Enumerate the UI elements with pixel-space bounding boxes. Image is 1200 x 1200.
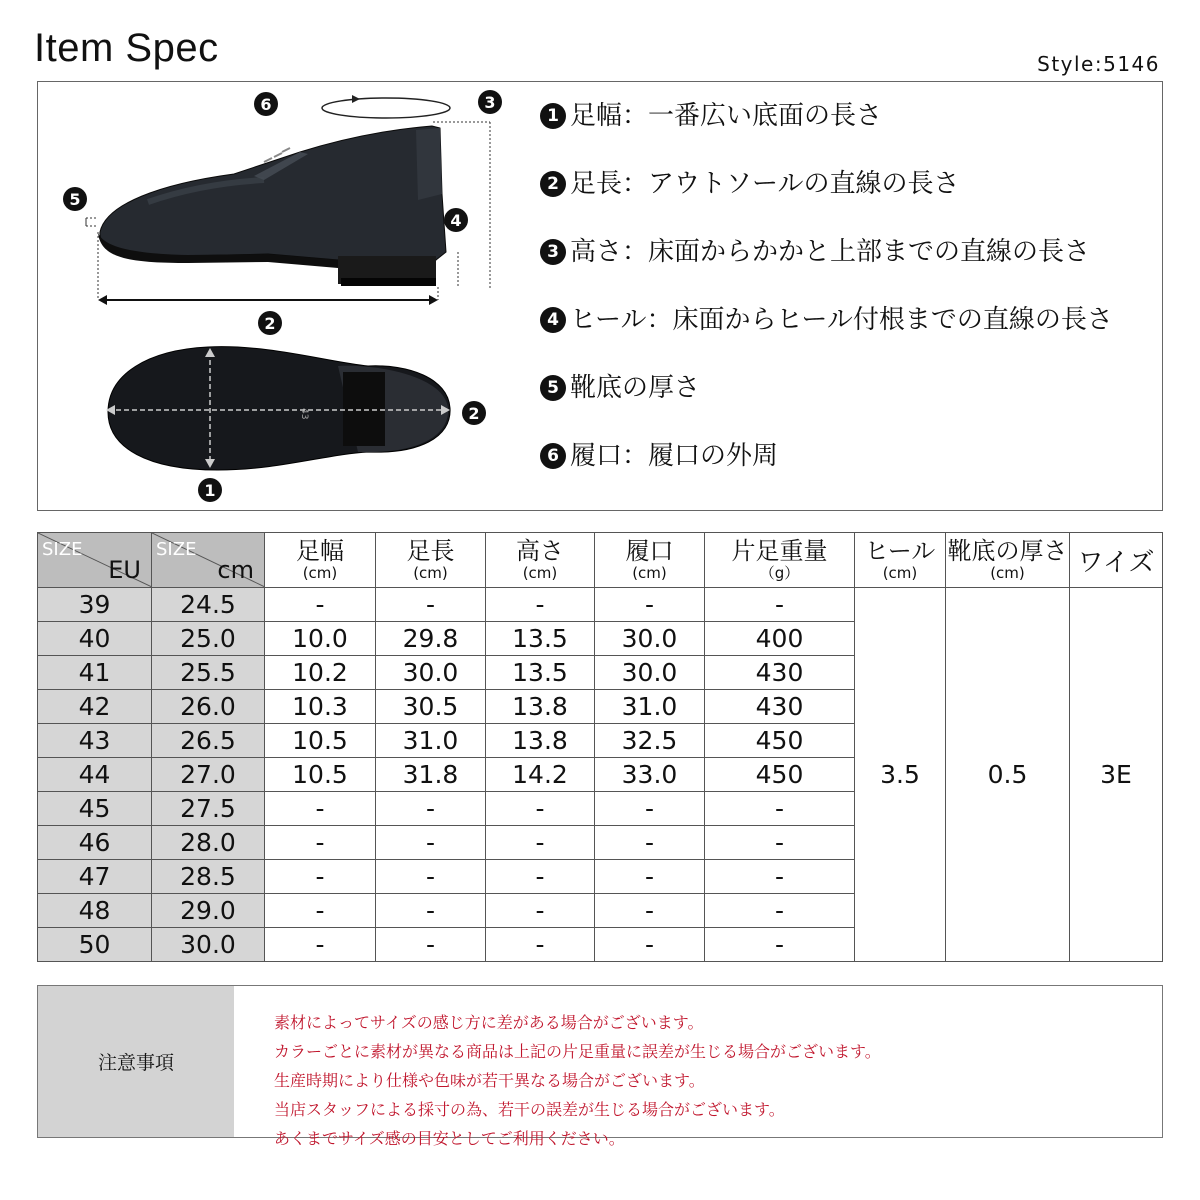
size-cm-cell: 25.0 — [152, 622, 265, 656]
note-line: 当店スタッフによる採寸の為、若干の誤差が生じる場合がございます。 — [274, 1100, 785, 1119]
boot-side-image — [98, 126, 446, 286]
svg-text:4: 4 — [450, 211, 462, 230]
marker-1 — [198, 478, 222, 502]
measurement-cell: - — [595, 860, 705, 894]
legend-text: 靴底の厚さ — [570, 373, 701, 403]
marker-3 — [478, 90, 502, 114]
legend-text: 足幅：一番広い底面の長さ — [570, 101, 883, 131]
measurement-cell: - — [265, 792, 376, 826]
col-header-heel: ヒール (cm) — [855, 533, 946, 588]
measurement-cell: - — [376, 792, 486, 826]
legend-item — [540, 304, 1113, 372]
svg-text:3: 3 — [484, 93, 496, 112]
marker-2-side — [258, 311, 282, 335]
size-table-body — [38, 588, 1163, 962]
svg-text:5: 5 — [69, 190, 81, 209]
size-eu-cell: 47 — [38, 860, 152, 894]
heel-value-cell: 3.5 — [855, 588, 946, 962]
measurement-cell: - — [705, 928, 855, 962]
measurement-cell: - — [595, 588, 705, 622]
table-header-row — [38, 533, 1163, 588]
legend-item — [540, 372, 1113, 440]
page-title: Item Spec — [34, 26, 219, 70]
col-header-sole: 靴底の厚さ (cm) — [946, 533, 1070, 588]
marker-4 — [444, 208, 468, 232]
size-cm-cell: 25.5 — [152, 656, 265, 690]
note-line: 生産時期により仕様や色味が若干異なる場合がございます。 — [274, 1071, 705, 1090]
sole-image — [108, 347, 450, 470]
size-table — [37, 532, 1163, 962]
size-eu-cell: 46 — [38, 826, 152, 860]
measurement-cell: - — [486, 826, 595, 860]
number-badge: 6 — [540, 443, 566, 469]
notes-text — [274, 1008, 881, 1153]
measurement-cell: 10.3 — [265, 690, 376, 724]
measurement-cell: 10.2 — [265, 656, 376, 690]
measurement-cell: - — [705, 860, 855, 894]
measurement-cell: 30.0 — [595, 656, 705, 690]
measurement-cell: 32.5 — [595, 724, 705, 758]
size-cm-cell: 26.5 — [152, 724, 265, 758]
col-header-length: 足長 (cm) — [376, 533, 486, 588]
measurement-cell: - — [265, 588, 376, 622]
size-eu-header: SIZE EU — [38, 533, 152, 588]
measurement-cell: - — [705, 792, 855, 826]
sole-size-mark: 43 — [299, 408, 309, 420]
col-header-weight: 片足重量 （g） — [705, 533, 855, 588]
number-badge: 1 — [540, 103, 566, 129]
measurement-cell: - — [486, 894, 595, 928]
measurement-cell: 31.8 — [376, 758, 486, 792]
size-eu-cell: 48 — [38, 894, 152, 928]
measurement-cell: - — [265, 928, 376, 962]
number-badge: 3 — [540, 239, 566, 265]
notes-label: 注意事項 — [38, 986, 234, 1137]
measurement-cell: - — [265, 894, 376, 928]
marker-2-sole — [462, 401, 486, 425]
legend-text: 高さ：床面からかかと上部までの直線の長さ — [570, 237, 1091, 267]
measurement-cell: - — [705, 588, 855, 622]
col-header-height: 高さ (cm) — [486, 533, 595, 588]
measurement-cell: - — [376, 928, 486, 962]
measurement-cell: - — [486, 588, 595, 622]
number-badge: 2 — [540, 171, 566, 197]
number-badge: 5 — [540, 375, 566, 401]
measurement-cell: 10.5 — [265, 724, 376, 758]
size-eu-cell: 42 — [38, 690, 152, 724]
measurement-cell: 400 — [705, 622, 855, 656]
size-cm-cell: 26.0 — [152, 690, 265, 724]
measurement-cell: - — [376, 894, 486, 928]
measurement-cell: 430 — [705, 690, 855, 724]
legend-item — [540, 236, 1113, 304]
size-cm-cell: 27.0 — [152, 758, 265, 792]
size-cm-cell: 29.0 — [152, 894, 265, 928]
measurement-cell: 29.8 — [376, 622, 486, 656]
measurement-cell: 10.0 — [265, 622, 376, 656]
measurement-cell: - — [595, 792, 705, 826]
measurement-cell: - — [595, 928, 705, 962]
table-row — [38, 588, 1163, 622]
style-code: Style:5146 — [1037, 52, 1160, 76]
legend-text: ヒール：床面からヒール付根までの直線の長さ — [570, 305, 1113, 335]
measurement-cell: - — [486, 860, 595, 894]
legend-item — [540, 168, 1113, 236]
note-line: 素材によってサイズの感じ方に差がある場合がございます。 — [274, 1013, 704, 1032]
size-eu-cell: 50 — [38, 928, 152, 962]
measurement-cell: 450 — [705, 724, 855, 758]
svg-text:2: 2 — [468, 404, 480, 423]
legend-text: 履口：履口の外周 — [570, 441, 779, 471]
marker-6 — [254, 92, 278, 116]
col-header-opening: 履口 (cm) — [595, 533, 705, 588]
measurement-cell: - — [486, 928, 595, 962]
number-badge: 4 — [540, 307, 566, 333]
measurement-cell: 30.0 — [595, 622, 705, 656]
measurement-cell: 13.8 — [486, 690, 595, 724]
col-header-wise: ワイズ — [1070, 533, 1163, 588]
measurement-cell: 430 — [705, 656, 855, 690]
col-header-width: 足幅 (cm) — [265, 533, 376, 588]
measurement-cell: - — [705, 894, 855, 928]
measurement-cell: 450 — [705, 758, 855, 792]
measurement-cell: 13.5 — [486, 622, 595, 656]
size-eu-cell: 40 — [38, 622, 152, 656]
measurement-cell: - — [265, 860, 376, 894]
size-eu-cell: 39 — [38, 588, 152, 622]
boot-diagram — [38, 82, 538, 512]
note-line: あくまでサイズ感の目安としてご利用ください。 — [274, 1129, 625, 1148]
size-eu-cell: 44 — [38, 758, 152, 792]
size-eu-cell: 45 — [38, 792, 152, 826]
size-eu-cell: 43 — [38, 724, 152, 758]
measurement-legend — [540, 100, 1113, 508]
measurement-cell: 31.0 — [376, 724, 486, 758]
measurement-cell: 13.8 — [486, 724, 595, 758]
notes-panel — [37, 985, 1163, 1148]
size-cm-cell: 27.5 — [152, 792, 265, 826]
size-cm-cell: 28.0 — [152, 826, 265, 860]
sole-value-cell: 0.5 — [946, 588, 1070, 962]
legend-item — [540, 100, 1113, 168]
legend-item — [540, 440, 1113, 508]
wise-value-cell: 3E — [1070, 588, 1163, 962]
svg-text:2: 2 — [264, 314, 276, 333]
measurement-cell: 13.5 — [486, 656, 595, 690]
measurement-cell: 33.0 — [595, 758, 705, 792]
size-cm-header: SIZE cm — [152, 533, 265, 588]
svg-text:6: 6 — [260, 95, 272, 114]
measurement-cell: - — [376, 826, 486, 860]
measurement-cell: - — [376, 588, 486, 622]
size-eu-cell: 41 — [38, 656, 152, 690]
measurement-cell: - — [486, 792, 595, 826]
spec-panel — [37, 81, 1163, 511]
measurement-cell: - — [595, 826, 705, 860]
legend-text: 足長：アウトソールの直線の長さ — [570, 169, 960, 199]
measurement-cell: - — [376, 860, 486, 894]
measurement-cell: 30.5 — [376, 690, 486, 724]
size-cm-cell: 28.5 — [152, 860, 265, 894]
measurement-cell: 30.0 — [376, 656, 486, 690]
measurement-cell: - — [265, 826, 376, 860]
measurement-cell: 31.0 — [595, 690, 705, 724]
size-cm-cell: 24.5 — [152, 588, 265, 622]
measurement-cell: - — [595, 894, 705, 928]
opening-ellipse — [322, 98, 450, 118]
measurement-cell: - — [705, 826, 855, 860]
size-cm-cell: 30.0 — [152, 928, 265, 962]
note-line: カラーごとに素材が異なる商品は上記の片足重量に誤差が生じる場合がございます。 — [274, 1042, 881, 1061]
measurement-cell: 14.2 — [486, 758, 595, 792]
marker-5 — [63, 187, 87, 211]
svg-text:1: 1 — [204, 481, 216, 500]
measurement-cell: 10.5 — [265, 758, 376, 792]
